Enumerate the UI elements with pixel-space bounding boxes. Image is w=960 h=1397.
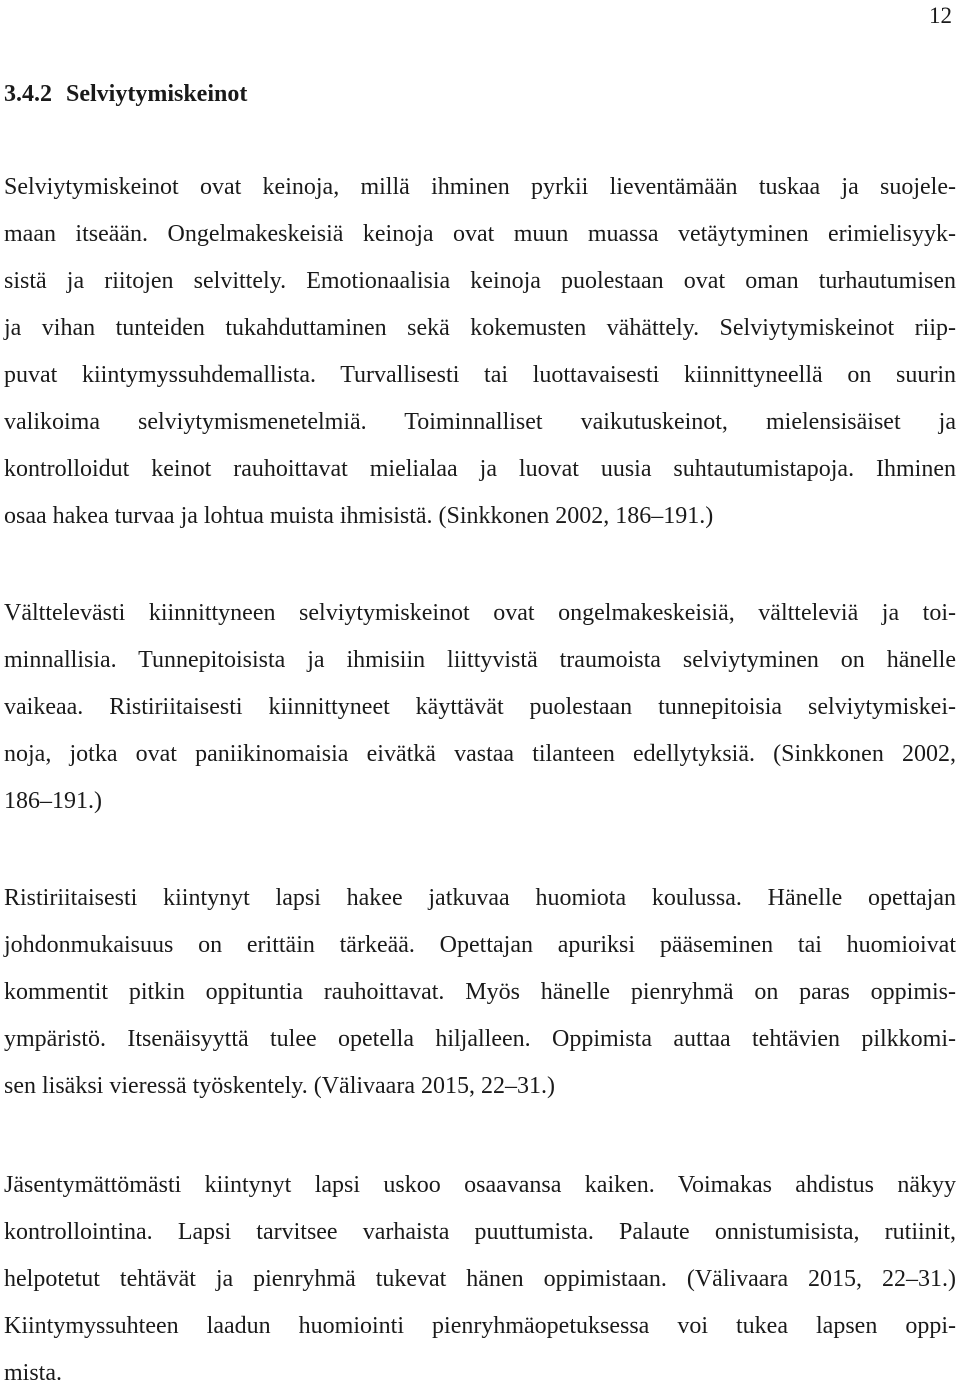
text-line: ja vihan tunteiden tukahduttaminen sekä kokemusten vähättely. Selviytymiskeinot riip- [4,315,956,341]
text-line: kommentit pitkin oppituntia rauhoittavat. Myös hänelle pienryhmä on paras oppimis- [4,979,956,1005]
text-line: helpotetut tehtävät ja pienryhmä tukevat hänen oppimistaan. (Välivaara 2015, 22–31.) [4,1266,956,1292]
section-heading [4,76,247,112]
text-line: ympäristö. Itsenäisyyttä tulee opetella hiljalleen. Oppimista auttaa tehtävien pilkkomi- [4,1026,956,1052]
text-line: maan itseään. Ongelmakeskeisiä keinoja ovat muun muassa vetäytyminen erimielisyyk- [4,221,956,247]
text-line: minnallisia. Tunnepitoisista ja ihmisiin liittyvistä traumoista selviytyminen on hänelle [4,647,956,673]
text-line: valikoima selviytymismenetelmiä. Toiminnalliset vaikutuskeinot, mielensisäiset ja [4,409,956,435]
text-line: kontrolloidut keinot rauhoittavat mielialaa ja luovat uusia suhtautumistapoja. Ihminen [4,456,956,482]
section-number: 3.4.2 [4,81,52,107]
text-line: vaikeaa. Ristiriitaisesti kiinnittyneet käyttävät puolestaan tunnepitoisia selviytymiskei- [4,694,956,720]
text-line: Jäsentymättömästi kiintynyt lapsi uskoo osaavansa kaiken. Voimakas ahdistus näkyy [4,1172,956,1198]
text-line: johdonmukaisuus on erittäin tärkeää. Opettajan apuriksi pääseminen tai huomioivat [4,932,956,958]
paragraph-1 [4,164,956,540]
text-line: Välttelevästi kiinnittyneen selviytymiskeinot ovat ongelmakeskeisiä, välttelеviä ja toi- [4,600,956,626]
text-line: Kiintymyssuhteen laadun huomiointi pienryhmäopetuksessa voi tukea lapsen oppi- [4,1313,956,1339]
text-line: 186–191.) [4,788,102,814]
paragraph-2 [4,590,956,825]
text-line: Selviytymiskeinot ovat keinoja, millä ihminen pyrkii lieventämään tuskaa ja suojele- [4,174,956,200]
text-line: sistä ja riitojen selvittely. Emotionaalisia keinoja puolestaan ovat oman turhautumisen [4,268,956,294]
text-line: kontrollointina. Lapsi tarvitsee varhaista puuttumista. Palaute onnistumisista, rutiinit, [4,1219,956,1245]
text-line: puvat kiintymyssuhdemallista. Turvallisesti tai luottavaisesti kiinnittyneellä on suurin [4,362,956,388]
text-line: sen lisäksi vieressä työskentely. (Välivaara 2015, 22–31.) [4,1073,555,1099]
paragraph-4 [4,1162,956,1397]
section-title: Selviytymiskeinot [66,81,248,107]
text-line: osaa hakea turvaa ja lohtua muista ihmisistä. (Sinkkonen 2002, 186–191.) [4,503,714,529]
text-line: mista. [4,1360,62,1386]
page-number: 12 [929,3,952,28]
paragraph-3 [4,875,956,1110]
text-line: Ristiriitaisesti kiintynyt lapsi hakee jatkuvaa huomiota koulussa. Hänelle opettajan [4,885,956,911]
text-line: noja, jotka ovat paniikinomaisia eivätkä vastaa tilanteen edellytyksiä. (Sinkkonen 2002, [4,741,956,767]
